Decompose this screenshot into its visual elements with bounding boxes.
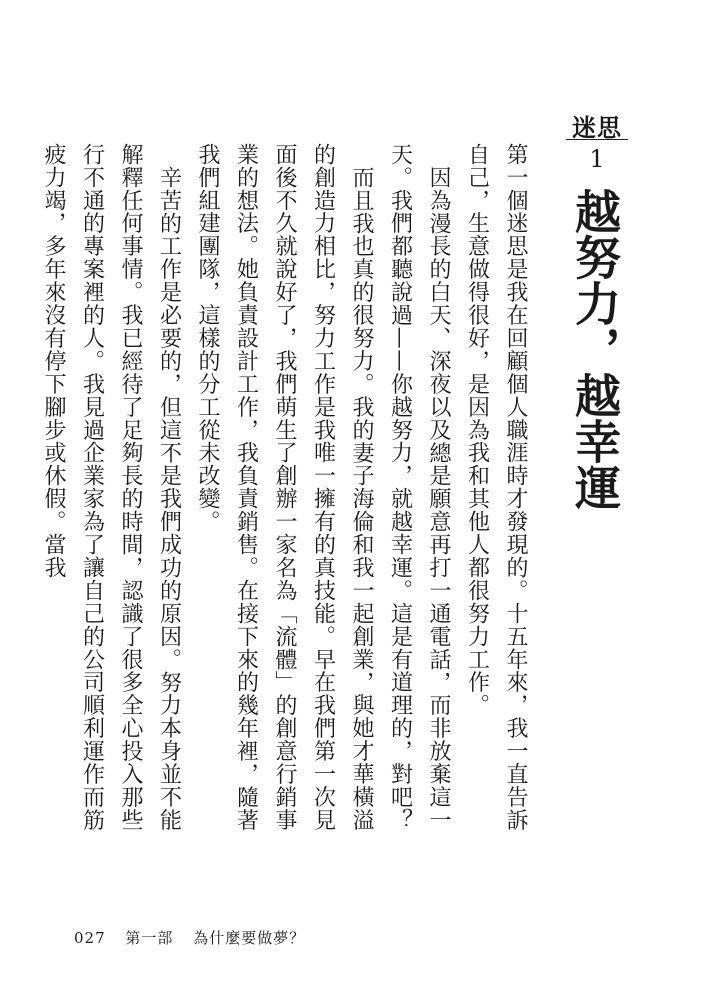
body-text [41, 143, 534, 843]
body-paragraph: 而且我也真的很努力。我的妻子海倫和我一起創業，與她才華橫溢的創造力相比，努力工作是我唯一擁有的真技能。早在我們第一次見面後不久就說好了，我們萌生了創辦一家名為「流體」的創意行銷事業的想法。她負責設計工作，我負責銷售。在接下來的幾年裡，隨著我們組建團隊，這樣的分工從未改變。 [195, 143, 374, 832]
part-title: 為什麼要做夢？ [193, 929, 306, 947]
chapter-label: 迷思 [572, 113, 622, 142]
chapter-title: 越努力，越幸運 [568, 188, 622, 510]
page-footer [74, 927, 319, 948]
body-paragraph: 因為漫長的白天、深夜以及總是願意再打一通電話，而非放棄這一天。我們都聽說過——你越努力，就越幸運。這是有道理的，對吧？ [387, 143, 451, 832]
part-label: 第一部 [125, 929, 174, 947]
body-paragraph: 辛苦的工作是必要的，但這不是我們成功的原因。努力本身並不能解釋任何事情。我已經待了足夠長的時間，認識了很多全心投入那些行不通的專案裡的人。我見過企業家為了讓自己的公司順利運作而筋疲力竭，多年來沒有停下腳步或休假。當我 [41, 143, 182, 832]
body-paragraph: 第一個迷思是我在回顧個人職涯時才發現的。十五年來，我一直告訴自己，生意做得很好，是因為我和其他人都很努力工作。 [464, 143, 528, 832]
chapter-number: 1 [589, 145, 605, 173]
chapter-divider [566, 139, 628, 140]
page-number: 027 [74, 929, 106, 947]
